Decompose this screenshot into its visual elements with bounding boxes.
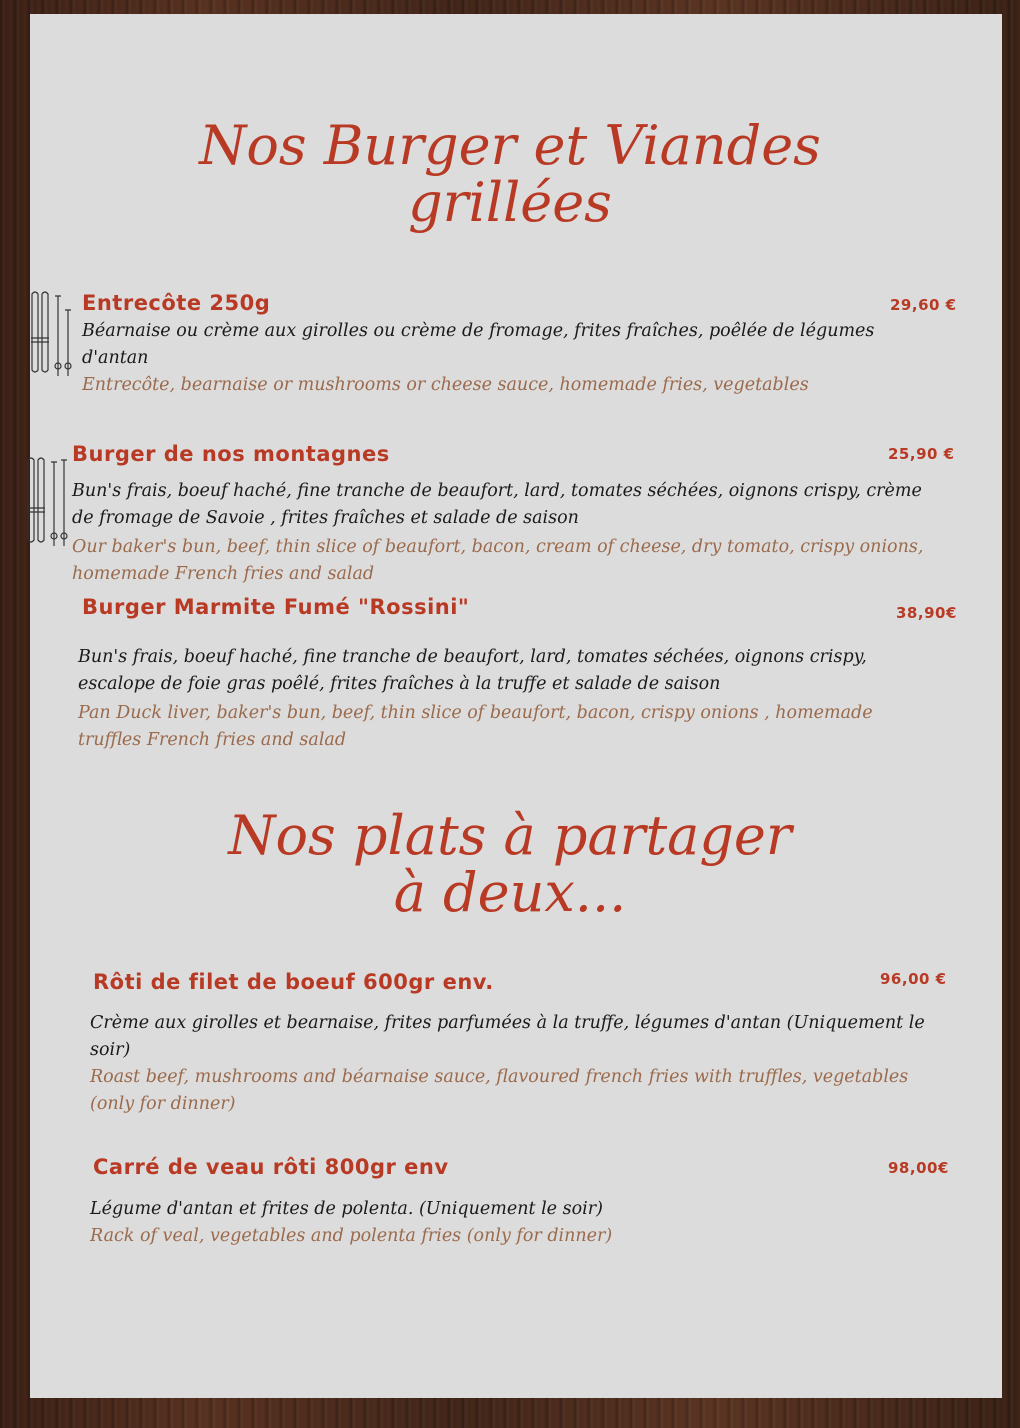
item-name: Burger de nos montagnes <box>72 442 390 466</box>
item-description-fr: Crème aux girolles et bearnaise, frites parfumées à la truffe, légumes d'antan (Uniquement le soir) <box>90 1013 925 1060</box>
section-title-line: grillées <box>408 170 612 234</box>
item-description-en: Entrecôte, bearnaise or mushrooms or cheese sauce, homemade fries, vegetables <box>82 375 809 395</box>
section-title-line: Nos plats à partager <box>228 804 792 867</box>
item-price: 98,00€ <box>888 1159 949 1177</box>
item-description-en: Pan Duck liver, baker's bun, beef, thin slice of beaufort, bacon, crispy onions , homemade truffles French fries and salad <box>78 703 873 750</box>
item-price: 29,60 € <box>890 296 957 314</box>
item-price: 25,90 € <box>888 445 955 463</box>
item-price: 96,00 € <box>880 970 947 988</box>
item-name: Rôti de filet de boeuf 600gr env. <box>93 970 494 994</box>
item-description-fr: Bun's frais, boeuf haché, fine tranche de beaufort, lard, tomates séchées, oignons crispy, escalope de foie gras poêlé, frites fraîches à la truffe et salade de saison <box>78 647 867 694</box>
item-name: Burger Marmite Fumé "Rossini" <box>82 595 470 619</box>
item-name: Carré de veau rôti 800gr env <box>93 1155 449 1179</box>
section-title-line: Nos Burger et Viandes <box>199 114 821 177</box>
item-price: 38,90€ <box>896 604 957 622</box>
ski-and-poles-icon <box>28 290 74 378</box>
section-title-burgers <box>0 114 1020 234</box>
item-description-fr: Légume d'antan et frites de polenta. (Uniquement le soir) <box>90 1199 603 1219</box>
item-description-fr: Bun's frais, boeuf haché, fine tranche de beaufort, lard, tomates séchées, oignons crispy, crème de fromage de Savoie , frites fraîches et salade de saison <box>72 481 922 528</box>
item-description-en: Rack of veal, vegetables and polenta fries (only for dinner) <box>90 1226 613 1246</box>
item-description-en: Our baker's bun, beef, thin slice of beaufort, bacon, cream of cheese, dry tomato, crispy onions, homemade French fries and salad <box>72 537 924 584</box>
section-title-sharing <box>0 804 1020 924</box>
item-name: Entrecôte 250g <box>82 291 271 315</box>
item-description-en: Roast beef, mushrooms and béarnaise sauce, flavoured french fries with truffles, vegetables (only for dinner) <box>90 1067 909 1114</box>
item-description-fr: Béarnaise ou crème aux girolles ou crème de fromage, frites fraîches, poêlée de légumes d'antan <box>82 321 875 368</box>
ski-and-poles-icon <box>24 456 70 550</box>
section-title-line: à deux... <box>393 860 627 924</box>
